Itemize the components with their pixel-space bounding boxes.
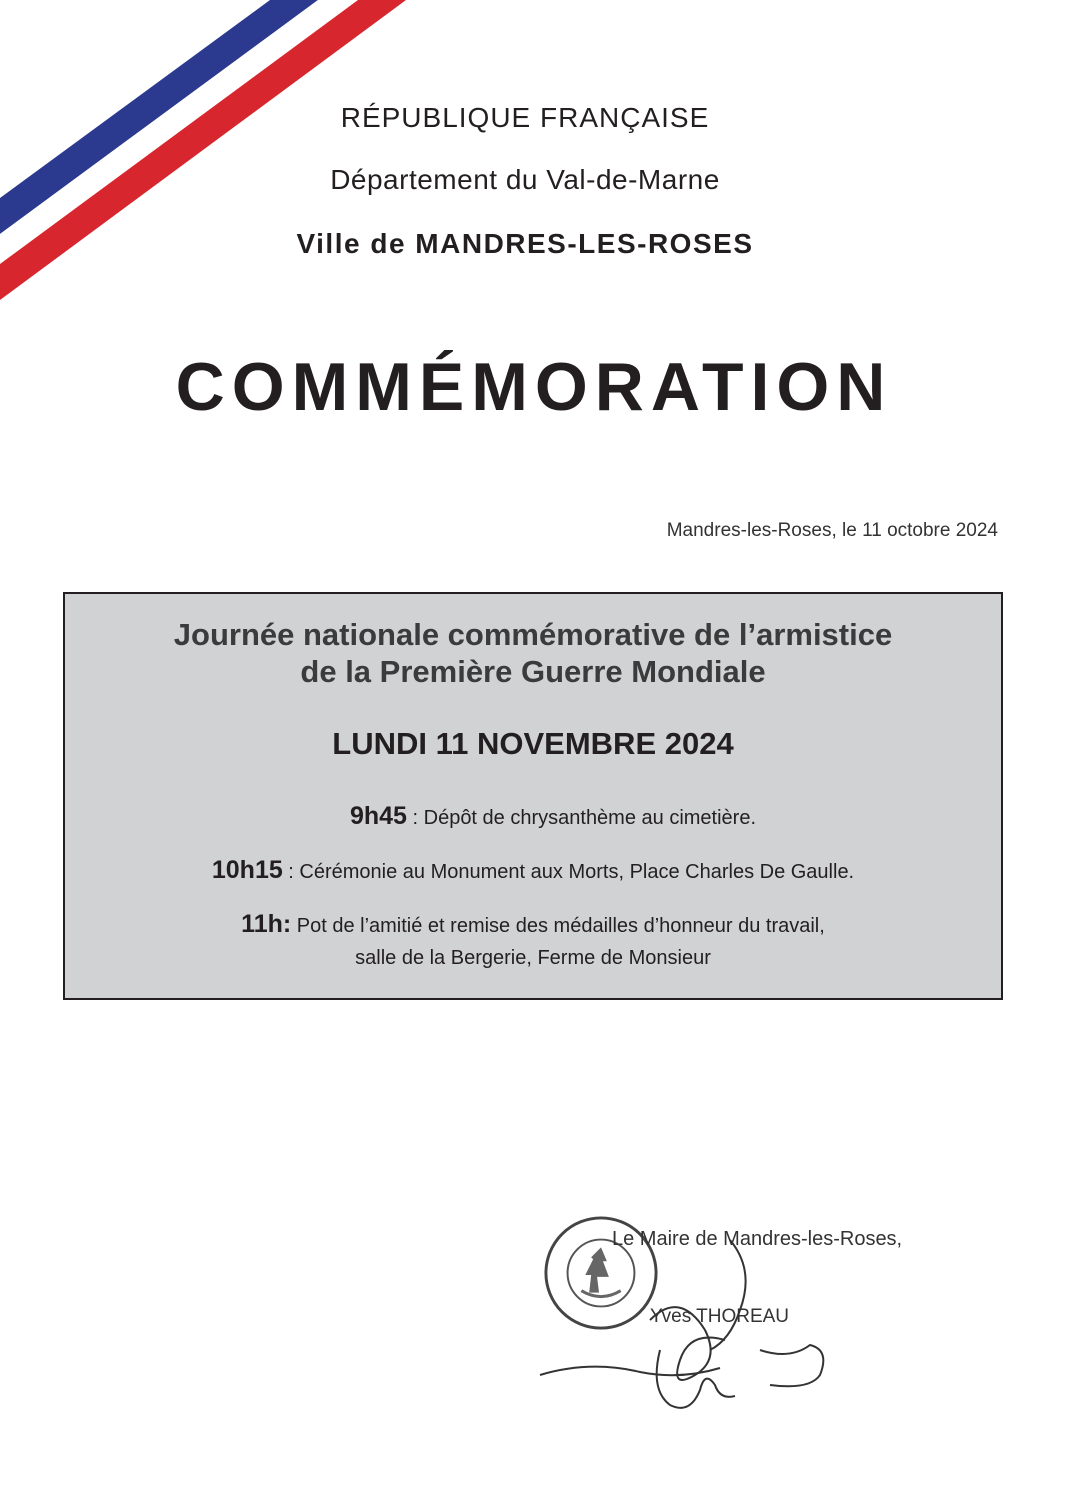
- event-title-line1: Journée nationale commémorative de l’armistice: [173, 617, 893, 652]
- event-box: [63, 592, 1003, 1000]
- signature-block: [530, 1200, 960, 1430]
- mayor-title: Le Maire de Mandres-les-Roses,: [612, 1228, 903, 1250]
- schedule-description: : Dépôt de chrysanthème au cimetière.: [406, 807, 757, 829]
- schedule-time: 9h45: [349, 802, 407, 830]
- header-city: Ville de MANDRES-LES-ROSES: [296, 228, 754, 259]
- event-title: [65, 616, 1001, 690]
- schedule-description: : Cérémonie au Monument aux Morts, Place Charles De Gaulle.: [282, 861, 855, 883]
- schedule-time: 10h15: [211, 856, 283, 884]
- schedule-item: [85, 802, 1021, 831]
- schedule-item: [65, 908, 1001, 974]
- page-title: COMMÉMORATION: [175, 349, 893, 425]
- mayor-name: Yves THOREAU: [650, 1306, 790, 1327]
- event-date: LUNDI 11 NOVEMBRE 2024: [332, 726, 734, 761]
- schedule-time: 11h:: [241, 910, 292, 938]
- dateline: Mandres-les-Roses, le 11 octobre 2024: [666, 520, 998, 541]
- schedule-description-line2: salle de la Bergerie, Ferme de Monsieur: [355, 947, 711, 969]
- schedule-item: [65, 856, 1001, 885]
- header-republic: RÉPUBLIQUE FRANÇAISE: [340, 102, 710, 133]
- schedule-description: Pot de l’amitié et remise des médailles d’honneur du travail,: [291, 915, 825, 937]
- event-title-line2: de la Première Guerre Mondiale: [300, 654, 766, 689]
- header-department: Département du Val-de-Marne: [330, 164, 720, 195]
- signature-icon: [530, 1200, 960, 1430]
